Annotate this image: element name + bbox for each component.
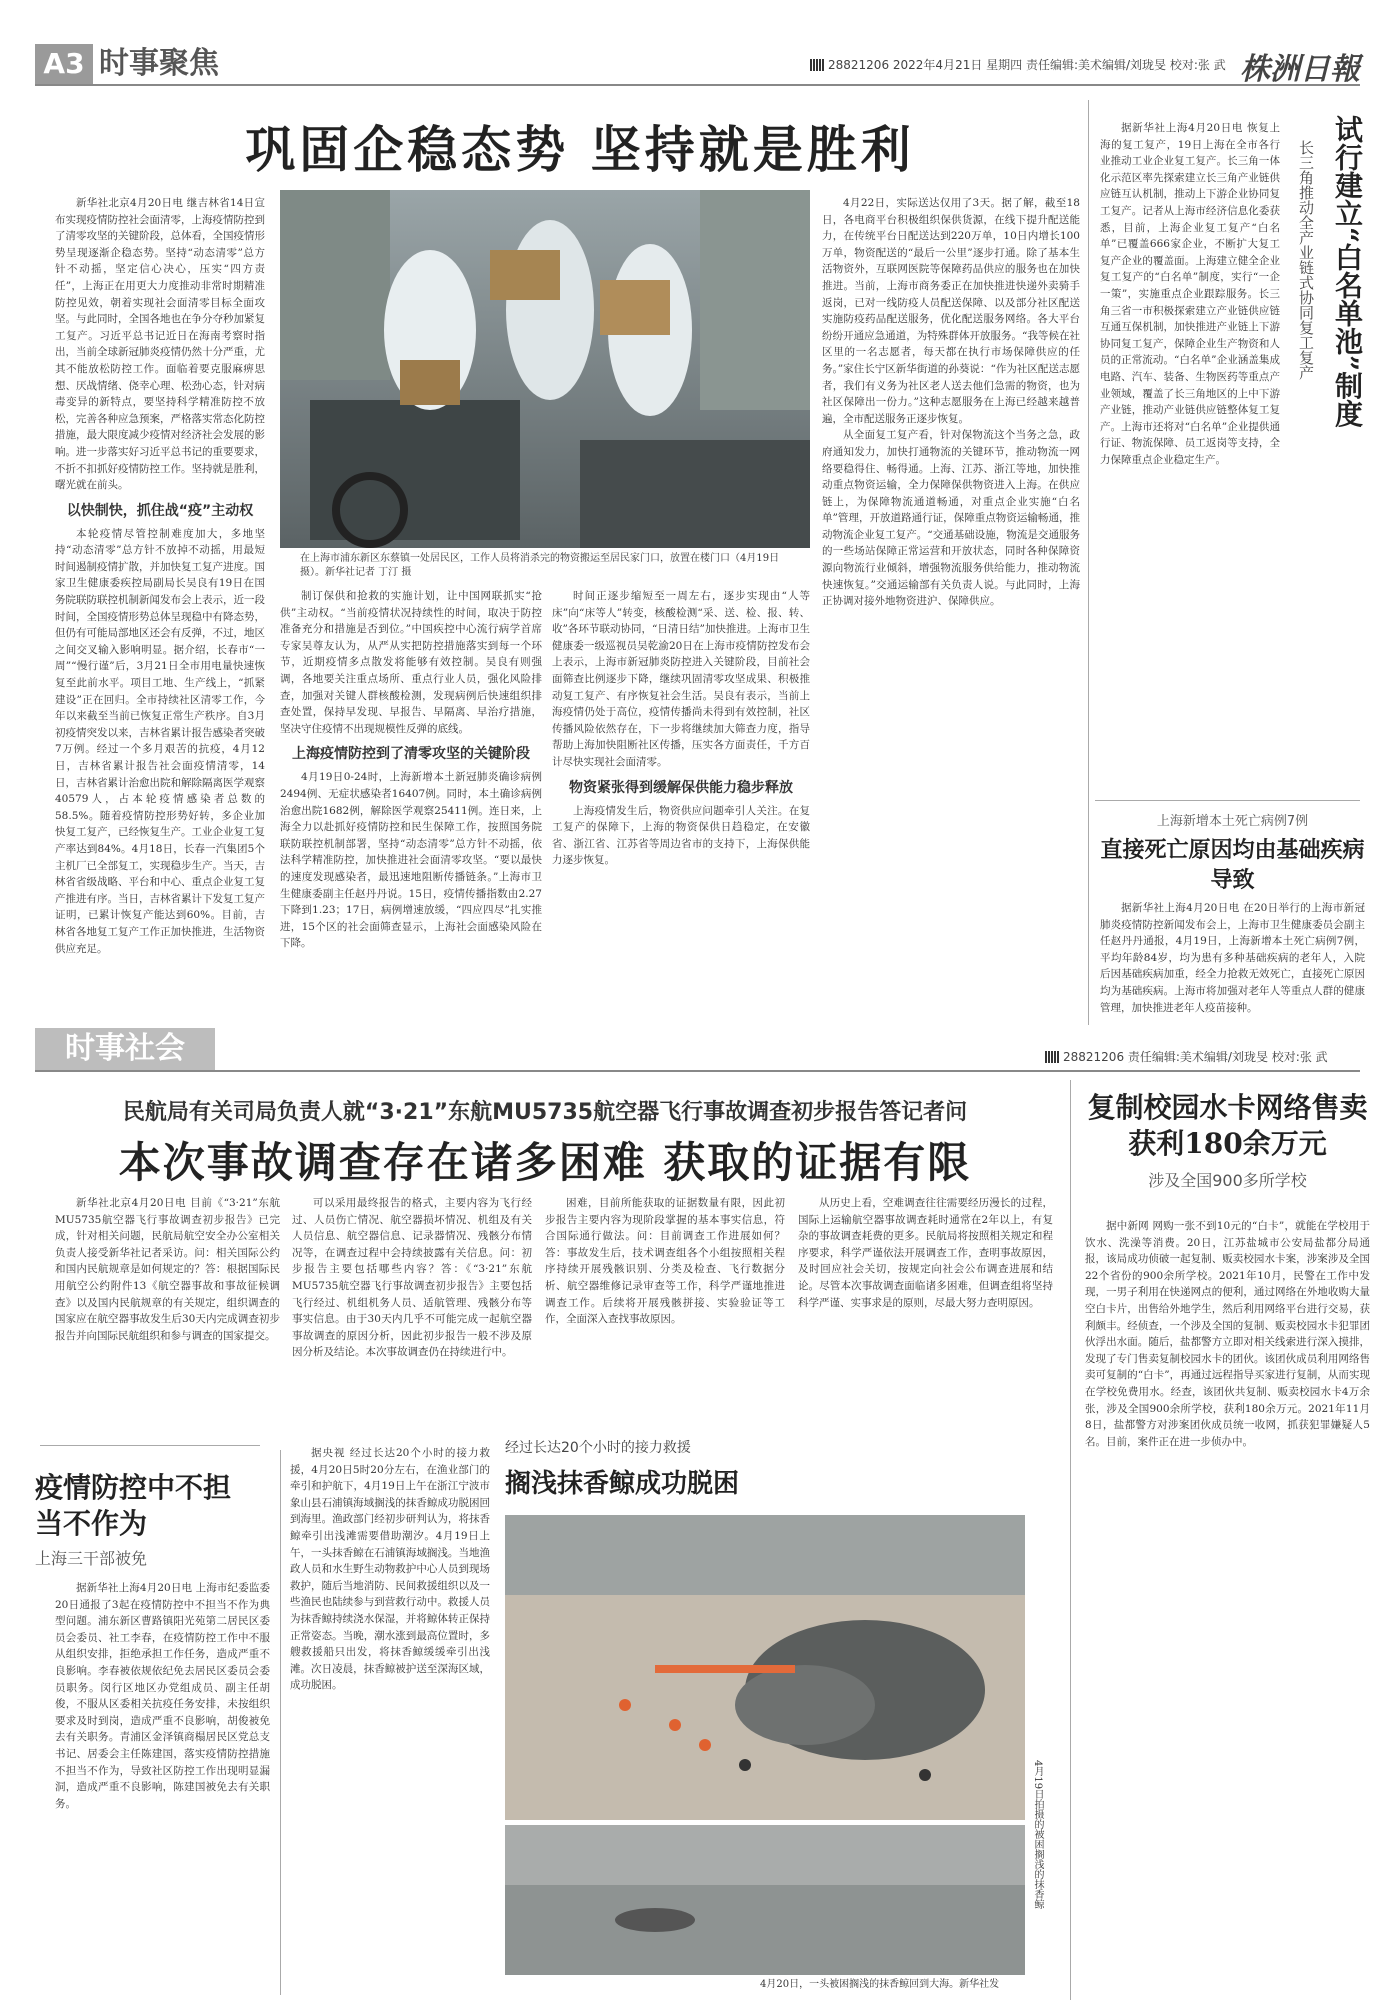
section-title: 时事聚焦 <box>99 46 219 81</box>
epi-heading <box>35 1470 235 1569</box>
death-cases-kicker: 上海新增本土死亡病例7例 <box>1156 814 1309 829</box>
section-2-meta-text: 28821206 责任编辑:美术编辑/刘珑旻 校对:张 武 <box>1063 1050 1328 1064</box>
right-article-text: 据新华社上海4月20日电 恢复上海的复工复产，19日上海在全市各行业推动工业企业复工复产。长三角一体化示范区率先探索建立长三角产业链供应链互认机制，推动上下游企业协同复工复产。记者从上海市经济信息化委获悉，目前，上海企业复工复产“白名单”已覆盖666家企业，不断扩大复工复产企业的覆盖面。上海建立健全企业复工复产的“白名单”制度，实行“一企一策”，实施重点企业跟踪服务。长三角三省一市积极探索建立产业链供应链互通互保机制，加快推进产业链上下游协同复工复产，保障企业生产物资和人员的正常流动。“白名单”企业涵盖集成电路、汽车、装备、生物医药等重点产业领域，覆盖了长三角地区的上中下游产业链，推动产业链供应链整体复工复产。上海市还将对“白名单”企业提供通行证、物流保障、员工返岗等支持，全力保障重点企业稳定生产。 <box>1100 122 1280 466</box>
photo-whale-rescue-image <box>505 1515 1025 1820</box>
whale-caption: 4月20日，一头被困搁浅的抹香鲸回到大海。新华社发 <box>760 1979 1000 1990</box>
aviation-kicker: 民航局有关司局负责人就“3·21”东航MU5735航空器飞行事故调查初步报告答记者问 <box>122 1100 968 1125</box>
divider-vertical-2 <box>1070 1080 1071 2000</box>
article-col-4b-text: 从全面复工复产看，针对保物流这个当务之急，政府通知发力，加快打通物流的关键环节，推动物流一网络要稳得住、畅得通。上海、江苏、浙江等地，加快推动重点物资运输，全力保障保供物资进入上海。在供应链上，为保障物流通道畅通，对重点企业实施“白名单”管理，开放道路通行证，保障重点物资运输畅通，推动物流企业复工复产。“交通基础设施，物流是交通服务的一些场站保障正常运营和开放状态，同时各种保障资源向物流行业倾斜，增强物流服务供给能力，推动物流快速恢复。”交通运输部有关负责人说。与此同时，上海正协调对接外地物资进沪、保障供应。 <box>822 429 1080 608</box>
masthead-logo: 株洲日報 <box>1240 52 1360 87</box>
epi-headline: 疫情防控中不担当不作为 <box>35 1471 232 1540</box>
right-article-col <box>1100 120 1280 785</box>
main-headline: 巩固企稳态势 坚持就是胜利 <box>245 121 915 179</box>
photo-epidemic-workers <box>280 190 810 548</box>
page-meta <box>810 56 1226 73</box>
photo-whale-sea-image <box>505 1825 1025 1975</box>
death-cases-col <box>1100 900 1365 1025</box>
photo-whale-rescue <box>505 1515 1025 1820</box>
divider-epi <box>40 1445 260 1446</box>
water-card-heading <box>1085 1090 1370 1191</box>
article-col-2 <box>280 588 542 1028</box>
barcode-icon <box>810 59 824 71</box>
aviation-col-4 <box>798 1195 1053 1425</box>
barcode-icon <box>1045 1051 1059 1063</box>
water-card-text: 据中新网 网购一张不到10元的“白卡”，就能在学校用于饮水、洗澡等消费。20日，江苏盐城市公安局盐都分局通报，该局成功侦破一起复制、贩卖校园水卡案，涉案涉及全国22个省份的900余所学校。2021年10月，民警在工作中发现，一男子利用在快递网点的便利，通过网络在外地收购大量空白卡片，出售给外地学生，然后利用网络平台进行交易，获利颇丰。经侦查，一个涉及全国的复制、贩卖校园水卡犯罪团伙浮出水面。随后，盐都警方立即对相关线索进行深入摸排，发现了专门售卖复制校园水卡的团伙。该团伙成员利用网络售卖可复制的“白卡”，再通过远程指导买家进行复制，从而实现在学校免费用水。经查，该团伙共复制、贩卖校园水卡4万余张，涉及全国900余所学校，获利180余万元。2021年11月8日，盐都警方对涉案团伙成员统一收网，抓获犯罪嫌疑人5名。目前，案件正在进一步侦办中。 <box>1085 1220 1370 1448</box>
article-col-1-text: 新华社北京4月20日电 继吉林省14日宣布实现疫情防控社会面清零，上海疫情防控到了清零攻坚的关键阶段，总体看，全国疫情形势呈现逐渐企稳态势。坚持“动态清零”总方针不动摇，坚定信心决心，压实“四方责任”，上海正在用更大力度推动非常时期精准防控见效，朝着实现社会面清零目标全面攻坚。与此同时，全国各地也在争分夺秒加紧复工复产。习近平总书记近日在海南考察时指出，当前全球新冠肺炎疫情仍然十分严重，尤其不能放松防控工作。面临着要克服麻痹思想、厌战情绪、侥幸心理、松劲心态，针对病毒变异的新特点，要坚持科学精准防控不放松，完善各种应急预案，严格落实常态化防控措施，最大限度减少疫情对经济社会发展的影响。进一步落实好习近平总书记的重要要求，不折不扣抓好疫情防控工作。坚持就是胜利，曙光就在前头。 <box>55 197 265 492</box>
epi-text: 据新华社上海4月20日电 上海市纪委监委20日通报了3起在疫情防控中不担当不作为典型问题。浦东新区曹路镇阳光苑第二居民区委员会委员、社工李春，在疫情防控工作中不服从组织安排，拒绝承担工作任务，造成严重不良影响。李春被依规依纪免去居民区委员会委员职务。闵行区地区办党组成员、副主任胡俊，不服从区委相关抗疫任务安排，未按组织要求及时到岗，造成严重不良影响，胡俊被免去有关职务。青浦区金泽镇商榻居民区党总支书记、居委会主任陈建国，落实疫情防控措施不担当不作为，导致社区防控工作出现明显漏洞，造成严重不良影响，陈建国被免去有关职务。 <box>55 1582 270 1810</box>
article-col-1 <box>55 195 265 1030</box>
whale-heading <box>505 1437 1050 1507</box>
whale-text: 据央视 经过长达20个小时的接力救援，4月20日5时20分左右，在渔业部门的牵引和护航下，4月19日上午在浙江宁波市象山县石浦镇海域搁浅的抹香鲸成功脱困回到海里。渔政部门经初步研判认为，将抹香鲸牵引出浅滩需要借助潮汐。4月19日上午，一头抹香鲸在石浦镇海域搁浅。当地渔政人员和水生野生动物救护中心人员到现场救护，随后当地消防、民间救援组织以及一些渔民也陆续参与到营救行动中。救援人员为抹香鲸持续浇水保湿，并将鲸体转正保持正常姿态。当晚，潮水涨到最高位置时，多艘救援船只出发，将抹香鲸缓缓牵引出浅滩。次日凌晨，抹香鲸被护送至深海区域，成功脱困。 <box>290 1447 490 1692</box>
whale-col <box>290 1445 490 1990</box>
aviation-col-1 <box>55 1195 280 1450</box>
aviation-col-3 <box>545 1195 785 1425</box>
right-vertical-headline: 试行建立“白名单池”制度 <box>1331 115 1364 428</box>
aviation-col-4-text: 从历史上看，空难调查往往需要经历漫长的过程，国际上运输航空器事故调查耗时通常在2年以上，有复杂的事故调查耗费的更多。民航局将按照相关规定和程序要求，科学严谨依法开展调查工作，查明事故原因，及时回应社会关切，按规定向社会公布调查进展和结论。尽管本次事故调查面临诸多困难，但调查组将坚持科学严谨、实事求是的原则，尽最大努力查明原因。 <box>798 1197 1053 1309</box>
divider-vertical-3 <box>280 1450 281 1995</box>
epi-col <box>55 1580 270 1990</box>
aviation-col-3-text: 困难，目前所能获取的证据数量有限，因此初步报告主要内容为现阶段掌握的基本事实信息，符合国际通行做法。问：目前调查工作进展如何？答：事故发生后，技术调查组各个小组按照相关程序持续开展残骸识别、分类及检查、飞行数据分析、航空器维修记录审查等工作，科学严谨地推进调查工作。后续将开展残骸拼接、实验验证等工作，全面深入查找事故原因。 <box>545 1197 785 1326</box>
subhead-1: 以快制快，抓住战“疫”主动权 <box>66 502 254 519</box>
page-number: A3 <box>35 44 93 84</box>
whale-headline: 搁浅抹香鲸成功脱困 <box>505 1469 740 1499</box>
article-col-2b-text: 4月19日0-24时，上海新增本土新冠肺炎确诊病例2494例、无症状感染者16407例。同时，本土确诊病例治愈出院1682例，解除医学观察25411例。连日来，上海全力以赴抓好疫情防控和民生保障工作，按照国务院联防联控机制部署，坚持“动态清零”总方针不动摇，依法科学精准防控，加快推进社会面清零攻坚。“要以最快的速度发现感染者，最迅速地阻断传播链条。”上海市卫生健康委副主任赵丹丹说。15日，疫情传播指数由2.27下降到1.23；17日，病例增速放缓，“四应四尽”扎实推进，15个区的社会面筛查显示，上海社会面感染风险在下降。 <box>280 771 542 950</box>
photo-whale-sea <box>505 1825 1025 1975</box>
whale-kicker: 经过长达20个小时的接力救援 <box>505 1440 691 1456</box>
article-col-3 <box>552 588 810 1028</box>
page-meta-text: 28821206 2022年4月21日 星期四 责任编辑:美术编辑/刘珑旻 校对:张 武 <box>828 58 1226 72</box>
section-2-header <box>35 1028 1360 1072</box>
article-col-2-text: 制订保供和抢救的实施计划，让中国网联抓实“抢供”主动权。“当前疫情状况持续性的时间，取决于防控准备充分和措施是否到位。”中国疾控中心流行病学首席专家吴尊友认为，从严从实把防控措施落实到每一个环节，近期疫情多点散发将能够有效控制。吴良有则强调，各地要关注重点场所、重点行业人员，强化风险排查，加强对关键人群核酸检测，发现病例后快速组织排查处置，保持早发现、早报告、早隔离、早治疗措施，坚决守住疫情不出现规模性反弹的底线。 <box>280 590 542 735</box>
subhead-2: 上海疫情防控到了清零攻坚的关键阶段 <box>292 746 530 763</box>
page-header <box>35 44 1360 86</box>
water-card-subhead: 涉及全国900多所学校 <box>1148 1171 1307 1190</box>
death-cases-text: 据新华社上海4月20日电 在20日举行的上海市新冠肺炎疫情防控新闻发布会上，上海市卫生健康委员会副主任赵丹丹通报，4月19日，上海新增本土死亡病例7例，平均年龄84岁，均为患有多种基础疾病的老年人，入院后因基础疾病加重，经全力抢救无效死亡，直接死亡原因均为基础疾病。上海市将加强对老年人等重点人群的健康管理，加快推进老年人疫苗接种。 <box>1100 902 1365 1014</box>
aviation-col-1-text: 新华社北京4月20日电 目前《“3·21”东航MU5735航空器飞行事故调查初步报告》已完成，针对相关问题，民航局航空安全办公室相关负责人接受新华社记者采访。问：相关国际公约和国内民航规章是如何规定的？答：根据国际民用航空公约附件13《航空器事故和事故征候调查》以及国内民航规章的有关规定，组织调查的国家应在航空器事故发生后30天内完成调查初步报告并向国际民航组织和参与调查的国家提交。 <box>55 1197 280 1342</box>
article-col-4-text: 4月22日，实际送达仅用了3天。据了解，截至18日，各电商平台积极组织保供货源，在线下提升配送能力，在传统平台日配送达到220万单，10日内增长100万单，物资配送的“最后一公里”逐步打通。除了基本生活物资外，互联网医院等保障药品供应的服务也在加快推进。当前，上海市商务委正在加快推进快递外卖骑手返岗，已对一线防疫人员配送保障、以及部分社区配送实施防疫药品配送服务，优化配送服务网络。各大平台纷纷开通应急通道，为特殊群体开放服务。“我等候在社区里的一名志愿者，每天都在执行市场保障供应的任务。”家住长宁区新华街道的孙葵说：“作为社区配送志愿者，我们有义务为社区老人送去他们急需的物资，也为社区保障出一份力。”这种志愿服务在上海已经越来越普遍，全市配送服务正逐步恢复。 <box>822 197 1080 425</box>
article-col-3-text: 时间正逐步缩短至一周左右，逐步实现由“人等床”向“床等人”转变，核酸检测“采、送、检、报、转、收”各环节联动协同，“日清日结”加快推进。上海市卫生健康委一级巡视员吴乾渝20日在上海市疫情防控发布会上表示，上海市新冠肺炎防控进入关键阶段，目前社会面筛查比例逐步下降，继续巩固清零攻坚成果、积极推动复工复产、有序恢复社会生活。吴良有表示，当前上海疫情仍处于高位，疫情传播尚未得到有效控制，社区传播风险依然存在，下一步将继续加大筛查力度，指导帮助上海加快阻断社区传播，压实各方面责任，千方百计尽快实现社会面清零。 <box>552 590 810 768</box>
section-2-meta <box>1045 1048 1328 1065</box>
divider-vertical-1 <box>1088 100 1089 1025</box>
death-cases-headline: 直接死亡原因均由基础疾病导致 <box>1100 837 1365 893</box>
photo-1-caption: 在上海市浦东新区东蔡镇一处居民区，工作人员将消杀完的物资搬运至居民家门口，放置在楼门口（4月19日摄）。新华社记者 丁汀 摄 <box>300 553 780 578</box>
subhead-3: 物资紧张得到缓解保供能力稳步释放 <box>569 779 793 796</box>
article-col-4 <box>822 195 1080 1028</box>
aviation-col-2-text: 可以采用最终报告的格式，主要内容为飞行经过、人员伤亡情况、航空器损坏情况、机组及有关人员信息、航空器信息、记录器情况、残骸分布情况等，在调查过程中会持续披露有关信息。问：初步报告主要包括哪些内容？答：《“3·21”东航MU5735航空器飞行事故调查初步报告》主要包括飞行经过、机组机务人员、适航管理、残骸分布等事实信息。由于30天内几乎不可能完成一起航空器事故调查的原因分析，因此初步报告一般不涉及原因分析及结论。本次事故调查仍在持续进行中。 <box>292 1197 532 1359</box>
article-col-3b-text: 上海疫情发生后，物资供应问题牵引人关注。在复工复产的保障下，上海的物资保供日趋稳定，在安徽省、浙江省、江苏省等周边省市的支持下，上海保供能力逐步恢复。 <box>552 804 810 867</box>
article-col-1b-text: 本轮疫情尽管控制难度加大，多地坚持“动态清零”总方针不放掉不动摇，用最短时间遏制疫情扩散，并加快复工复产进度。国家卫生健康委疾控局副局长吴良有19日在国务院联防联控机制新闻发布会上表示，近一段时间，全国疫情形势总体呈现稳中有降态势，但仍有可能局部地区还会有反弹，不过，地区之间交叉输入影响明显。据介绍，长春市“一周”“慢行谨”后，3月21日全市用电量快速恢复至此前水平。项目工地、生产线上，“抓紧建设”正在回归。全市持续社区清零工作，今年以来截至当前已恢复正常生产秩序。自3月初疫情突发以来，吉林省累计报告感染者突破7万例。经过一个多月艰苦的抗疫，4月12日，吉林省累计报告社会面疫情清零，14日，吉林省累计治愈出院和解除隔离医学观察40579人，占本轮疫情感染者总数的58.5%。随着疫情防控形势好转，多企业加快复工复产，已经恢复生产。工业企业复工复产率达到84%。4月18日，长春一汽集团5个主机厂已全部复工，实现稳步生产。当天，吉林省省级战略、平台和中心、重点企业复工复产推进有序。当日，吉林省累计下发复工复产证明，已累计恢复产能达到60%。目前，吉林省各地复工复产工作正加快推进，生活物资供应充足。 <box>55 527 265 955</box>
section-2-title: 时事社会 <box>35 1028 215 1070</box>
water-card-headline: 复制校园水卡网络售卖获利180余万元 <box>1087 1091 1368 1160</box>
water-card-col <box>1085 1218 1370 1993</box>
death-cases-box <box>1090 810 1375 895</box>
photo-epidemic-workers-image <box>280 190 810 548</box>
aviation-headline: 本次事故调查存在诸多困难 获取的证据有限 <box>118 1138 972 1187</box>
epi-subhead: 上海三干部被免 <box>35 1549 148 1568</box>
whale-vertical-caption: 4月19日拍摄的被困搁浅的抹香鲸 <box>1032 1760 1043 1910</box>
aviation-col-2 <box>292 1195 532 1425</box>
divider-right-box <box>1095 800 1360 801</box>
right-vertical-subhead: 长三角推动全产业链式协同复工复产 <box>1297 140 1315 380</box>
